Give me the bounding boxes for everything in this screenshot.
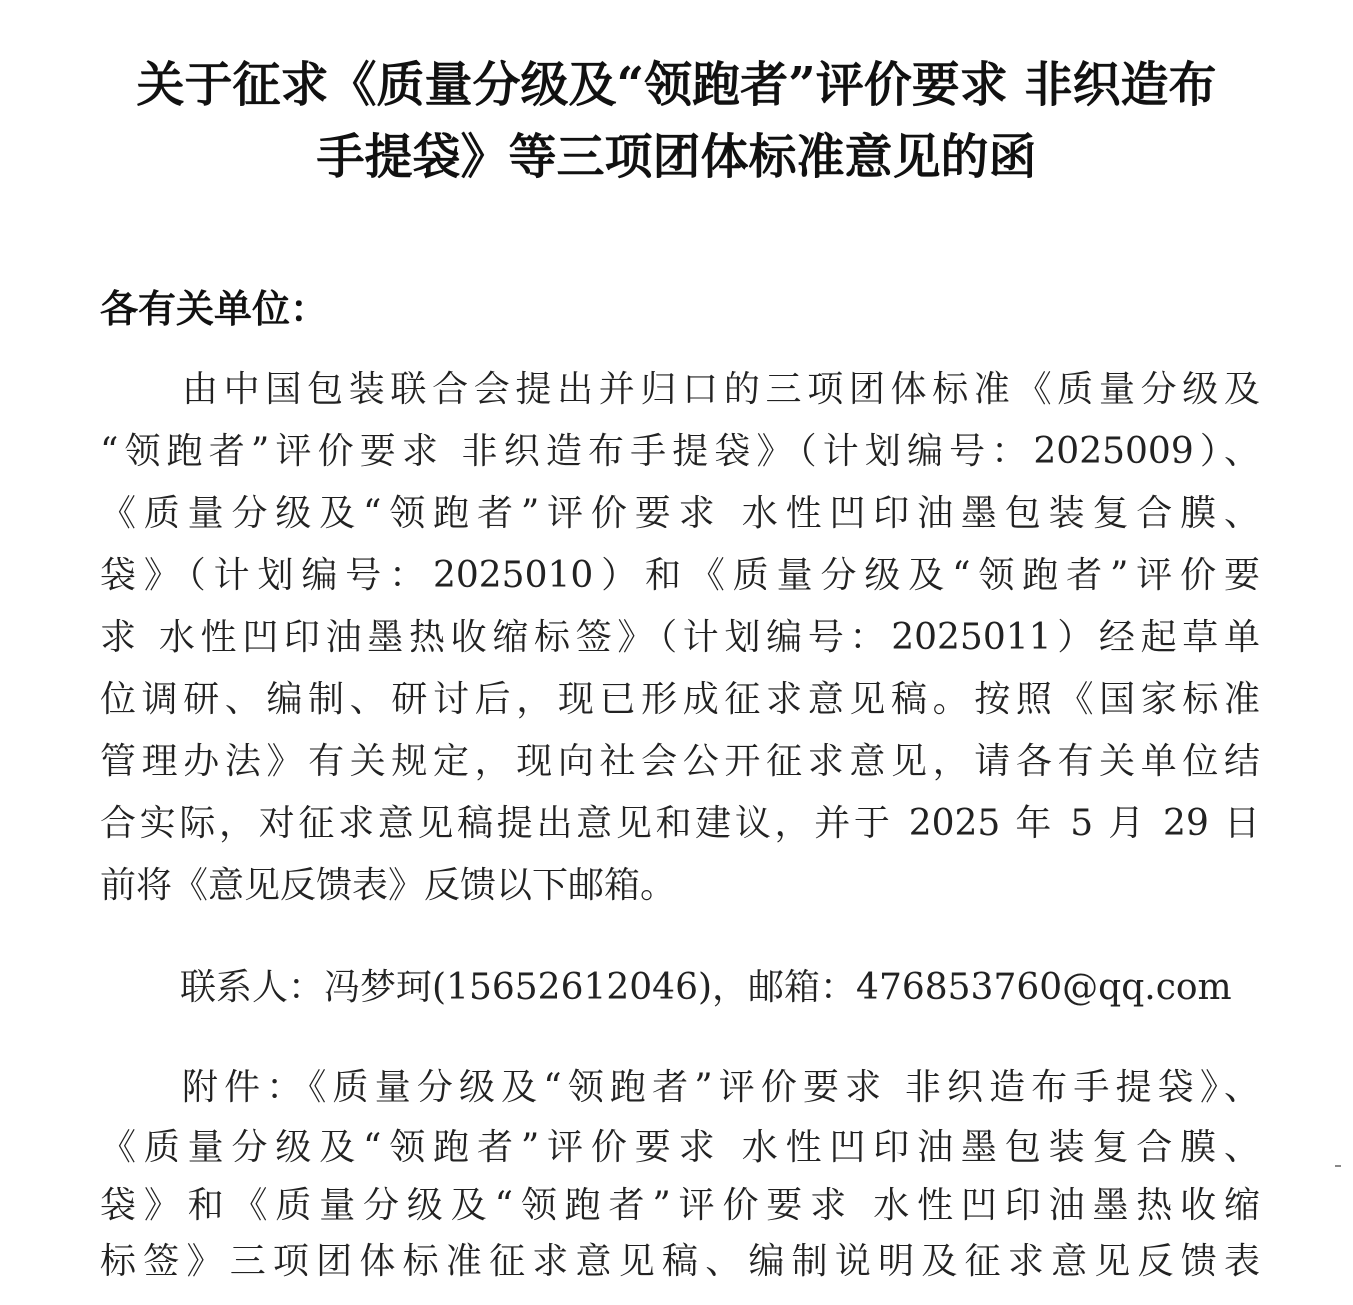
- salutation: 各有关单位：: [100, 286, 329, 331]
- body-line-8: 合实际，对征求意见稿提出意见和建议，并于 2025 年 5 月 29 日: [100, 803, 1260, 844]
- body-line-1: 由中国包装联合会提出并归口的三项团体标准《质量分级及: [182, 369, 1260, 410]
- contact-line: 联系人：冯梦珂(15652612046)，邮箱：476853760@qq.com: [180, 967, 1232, 1008]
- attachment-line-1: 附件：《质量分级及“领跑者”评价要求 非织造布手提袋》、: [182, 1067, 1260, 1108]
- body-line-5: 求 水性凹印油墨热收缩标签》（计划编号：2025011）经起草单: [100, 617, 1260, 658]
- body-line-9: 前将《意见反馈表》反馈以下邮箱。: [100, 865, 677, 906]
- body-line-2: “领跑者”评价要求 非织造布手提袋》（计划编号：2025009）、: [100, 431, 1260, 472]
- body-line-6: 位调研、编制、研讨后，现已形成征求意见稿。按照《国家标准: [100, 679, 1260, 720]
- scan-speck: [1335, 1165, 1341, 1167]
- attachment-line-4: 标签》三项团体标准征求意见稿、编制说明及征求意见反馈表: [100, 1241, 1260, 1282]
- letter-title-line-2: 手提袋》等三项团体标准意见的函: [316, 129, 1037, 185]
- attachment-line-2: 《质量分级及“领跑者”评价要求 水性凹印油墨包装复合膜、: [100, 1127, 1260, 1168]
- attachment-line-3: 袋》和《质量分级及“领跑者”评价要求 水性凹印油墨热收缩: [100, 1185, 1260, 1226]
- letter-title-line-1: 关于征求《质量分级及“领跑者”评价要求 非织造布: [136, 57, 1217, 113]
- body-line-3: 《质量分级及“领跑者”评价要求 水性凹印油墨包装复合膜、: [100, 493, 1260, 534]
- body-line-7: 管理办法》有关规定，现向社会公开征求意见，请各有关单位结: [100, 741, 1260, 782]
- body-line-4: 袋》（计划编号：2025010）和《质量分级及“领跑者”评价要: [100, 555, 1260, 596]
